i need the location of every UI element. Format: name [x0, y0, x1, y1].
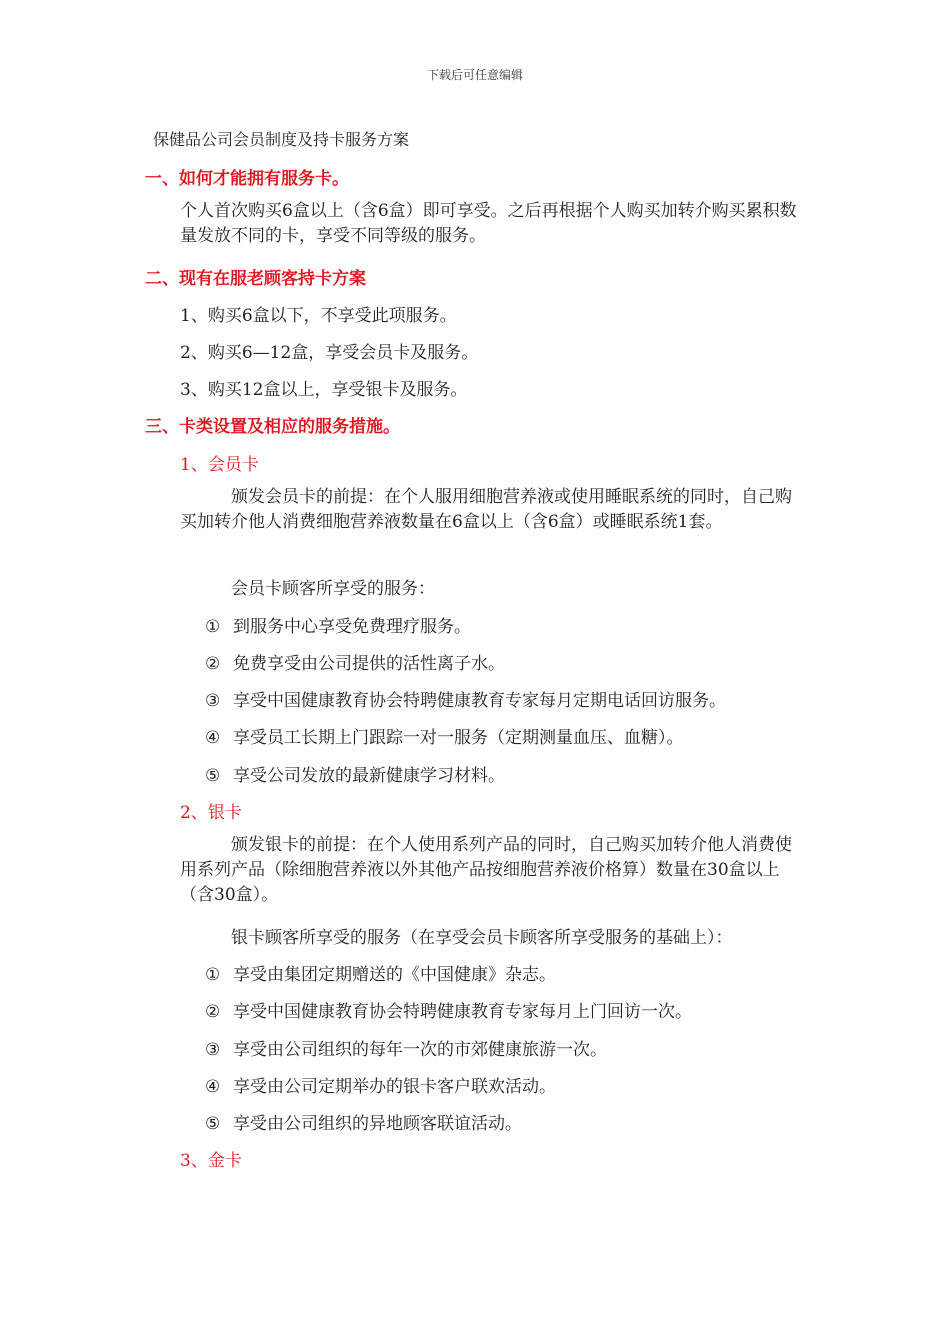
section-1-body: 个人首次购买6盒以上（含6盒）即可享受。之后再根据个人购买加转介购买累积数量发放不同的卡，享受不同等级的服务。 — [180, 201, 797, 246]
section-1-heading: 一、如何才能拥有服务卡。 — [145, 169, 349, 189]
section-2-heading: 二、现有在服老顾客持卡方案 — [145, 269, 366, 289]
header-note: 下载后可任意编辑 — [426, 68, 523, 82]
service-text: 到服务中心享受免费理疗服务。 — [233, 617, 471, 637]
gold-card-title: 3、金卡 — [180, 1151, 242, 1171]
service-number: ③ — [205, 1040, 221, 1060]
service-number: ② — [205, 654, 221, 674]
member-service-item — [205, 612, 471, 637]
member-card-services-intro: 会员卡顾客所享受的服务： — [231, 579, 435, 599]
silver-card-condition: 颁发银卡的前提：在个人使用系列产品的同时，自己购买加转介他人消费使用系列产品（除细胞营养液以外其他产品按细胞营养液价格算）数量在30盒以上（含30盒）。 — [180, 835, 792, 905]
member-service-item — [205, 723, 684, 748]
service-number: ⑤ — [205, 1114, 221, 1134]
section-2-item: 2、购买6—12盒，享受会员卡及服务。 — [180, 343, 479, 363]
silver-service-item — [205, 997, 692, 1022]
member-service-item — [205, 761, 505, 786]
service-text: 享受由集团定期赠送的《中国健康》杂志。 — [233, 965, 556, 985]
section-3-heading: 三、卡类设置及相应的服务措施。 — [145, 417, 400, 437]
member-service-item — [205, 649, 505, 674]
service-text: 享受员工长期上门跟踪一对一服务（定期测量血压、血糖）。 — [233, 728, 684, 748]
service-text: 免费享受由公司提供的活性离子水。 — [233, 654, 505, 674]
service-text: 享受由公司定期举办的银卡客户联欢活动。 — [233, 1077, 556, 1097]
member-card-condition: 颁发会员卡的前提：在个人服用细胞营养液或使用睡眠系统的同时，自己购买加转介他人消费细胞营养液数量在6盒以上（含6盒）或睡眠系统1套。 — [180, 487, 792, 532]
silver-service-item — [205, 1035, 607, 1060]
service-number: ① — [205, 617, 221, 637]
section-2-item: 1、购买6盒以下，不享受此项服务。 — [180, 306, 457, 326]
silver-card-title: 2、银卡 — [180, 803, 242, 823]
member-card-title: 1、会员卡 — [180, 455, 259, 475]
silver-service-item — [205, 960, 556, 985]
service-number: ② — [205, 1002, 221, 1022]
section-2-item: 3、购买12盒以上，享受银卡及服务。 — [180, 380, 468, 400]
service-number: ③ — [205, 691, 221, 711]
service-number: ⑤ — [205, 766, 221, 786]
document-title: 保健品公司会员制度及持卡服务方案 — [153, 130, 410, 149]
service-text: 享受由公司组织的异地顾客联谊活动。 — [233, 1114, 522, 1134]
service-text: 享受由公司组织的每年一次的市郊健康旅游一次。 — [233, 1040, 607, 1060]
service-number: ① — [205, 965, 221, 985]
silver-service-item — [205, 1072, 556, 1097]
service-number: ④ — [205, 728, 221, 748]
silver-card-services-intro: 银卡顾客所享受的服务（在享受会员卡顾客所享受服务的基础上）： — [231, 928, 733, 948]
service-text: 享受公司发放的最新健康学习材料。 — [233, 766, 505, 786]
service-text: 享受中国健康教育协会特聘健康教育专家每月定期电话回访服务。 — [233, 691, 726, 711]
silver-service-item — [205, 1109, 522, 1134]
service-text: 享受中国健康教育协会特聘健康教育专家每月上门回访一次。 — [233, 1002, 692, 1022]
member-service-item — [205, 686, 726, 711]
service-number: ④ — [205, 1077, 221, 1097]
